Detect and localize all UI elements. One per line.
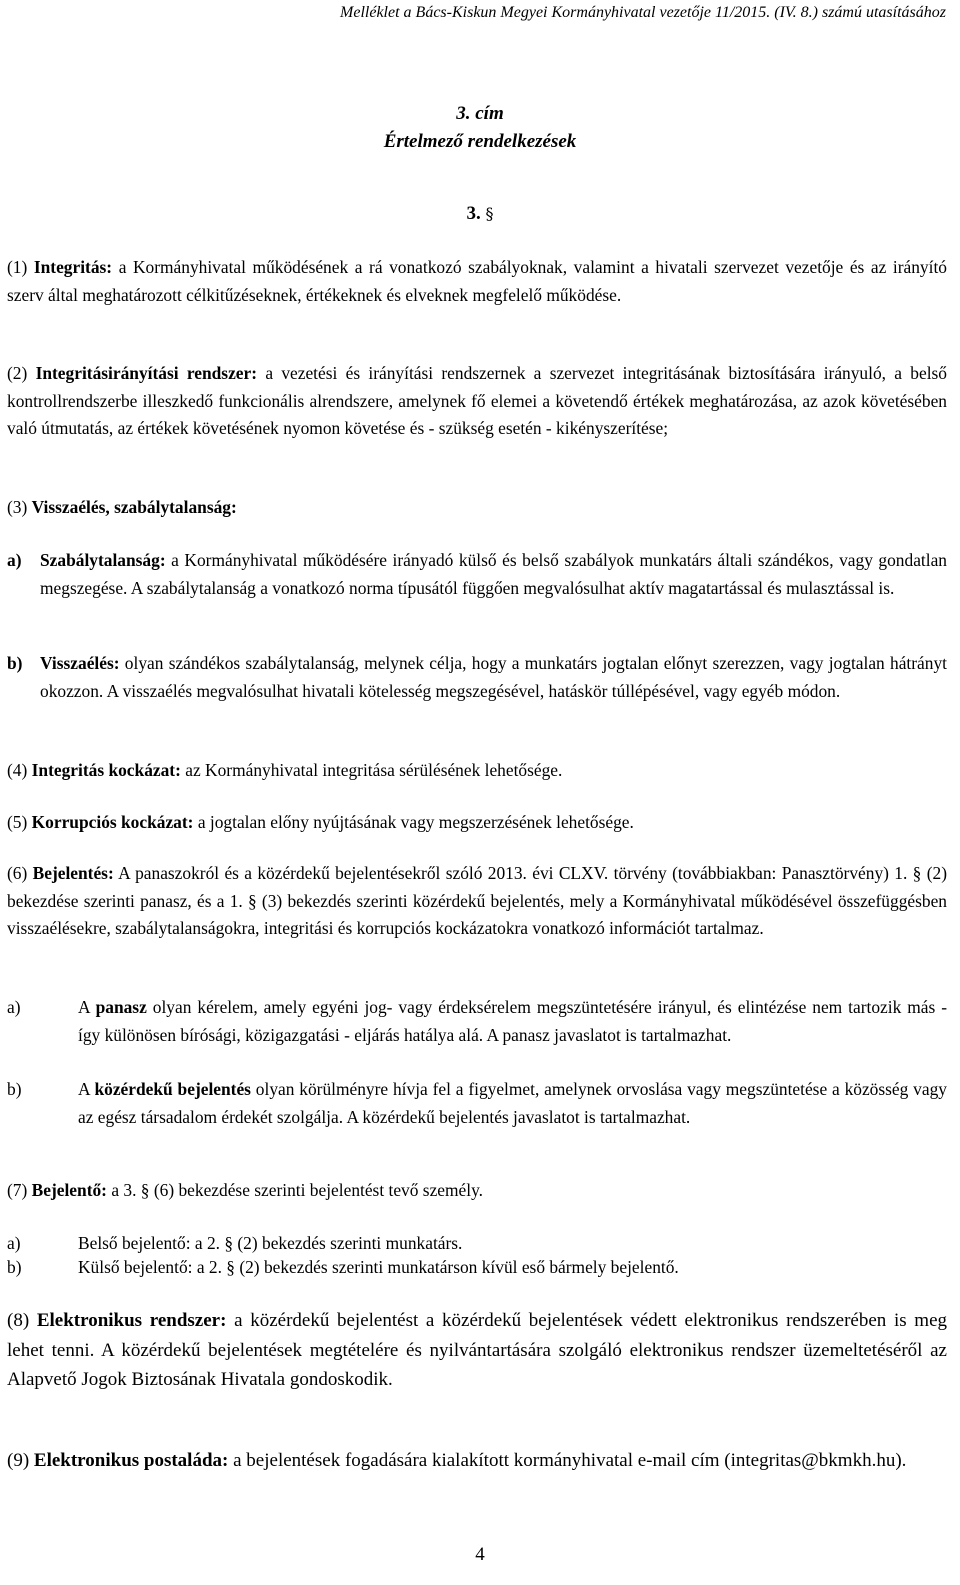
section-symbol: § <box>485 204 494 223</box>
paragraph-5: (5) Korrupciós kockázat: a jogtalan előny nyújtásának vagy megszerzésének lehetősége. <box>7 812 634 832</box>
term-korrupcios-kockazat: Korrupciós kockázat: <box>31 812 194 832</box>
term-integritas-kockazat: Integritás kockázat: <box>31 760 181 780</box>
paragraph-7b: b) Külső bejelentő: a 2. § (2) bekezdés szerinti munkatárson kívül eső bármely bejelentő. <box>7 1257 679 1277</box>
term-elektronikus-postalada: Elektronikus postaláda: <box>33 1450 229 1471</box>
term-bejelento: Bejelentő: <box>31 1180 107 1200</box>
section-heading <box>0 200 960 228</box>
paragraph-3: (3) Visszaélés, szabálytalanság: <box>7 497 237 517</box>
paragraph-7: (7) Bejelentő: a 3. § (6) bekezdése szerinti bejelentést tevő személy. <box>7 1180 483 1200</box>
paragraph-7a: a) Belső bejelentő: a 2. § (2) bekezdés szerinti munkatárs. <box>7 1233 463 1253</box>
term-integritas: Integritás: <box>33 257 113 277</box>
paragraph-1: (1) Integritás: a Kormányhivatal működésének a rá vonatkozó szabályoknak, valamint a hivatali szervezet vezetője és az irányító szerv által meghatározott célkitűzéseknek, értékeknek és elveknek megfelelő működése. <box>7 257 947 305</box>
term-visszaeles: Visszaélés: <box>40 653 120 673</box>
paragraph-8: (8) Elektronikus rendszer: a közérdekű bejelentést a közérdekű bejelentések védett elektronikus rendszerében is meg lehet tenni. A közérdekű bejelentések megtételére és nyilvántartására szolgáló elektronikus rendszer üzemeltetéséről az Alapvető Jogok Biztosának Hivatala gondoskodik. <box>7 1310 948 1390</box>
chapter-number: 3. cím <box>456 103 504 124</box>
chapter-name: Értelmező rendelkezések <box>383 131 577 152</box>
term-integritasiranyitasi: Integritásirányítási rendszer: <box>35 363 258 383</box>
paragraph-2: (2) Integritásirányítási rendszer: a vezetési és irányítási rendszernek a szervezet integritásának biztosítására irányuló, a belső kontrollrendszerbe illeszkedő funkcionális alrendszere, amelynek fő elemei a követendő értékek meghatározása, az azok követésében való útmutatás, az értékek követésének nyomon követése és - szükség esetén - kikényszerítése; <box>7 363 947 439</box>
page-header: Melléklet a Bács-Kiskun Megyei Kormányhivatal vezetője 11/2015. (IV. 8.) számú utasításához <box>340 4 946 21</box>
term-szabalytalansag: Szabálytalanság: <box>40 550 166 570</box>
chapter-title <box>0 100 960 156</box>
term-elektronikus-rendszer: Elektronikus rendszer: <box>36 1310 227 1331</box>
paragraph-9: (9) Elektronikus postaláda: a bejelentések fogadására kialakított kormányhivatal e-mail cím (integritas@bkmkh.hu). <box>7 1450 907 1471</box>
paragraph-4: (4) Integritás kockázat: az Kormányhivatal integritása sérülésének lehetősége. <box>7 760 563 780</box>
term-bejelentes: Bejelentés: <box>32 863 114 883</box>
term-kozerdeku-bejelentes: közérdekű bejelentés <box>94 1079 251 1099</box>
paragraph-6b: b) A közérdekű bejelentés olyan körülményre hívja fel a figyelmet, amelynek orvoslása vagy megszüntetése a közösség vagy az egész társadalom érdekét szolgálja. A közérdekű bejelentés javaslatot is tartalmazhat. <box>7 1079 947 1127</box>
page-number: 4 <box>475 1544 485 1565</box>
term-panasz: panasz <box>95 997 147 1017</box>
section-number: 3. <box>466 203 481 224</box>
term-visszaeles-szabalytalansag: Visszaélés, szabálytalanság: <box>31 497 237 517</box>
paragraph-3a: a) Szabálytalanság: a Kormányhivatal működésére irányadó külső és belső szabályok munkatárs általi szándékos, vagy gondatlan megszegése. A szabálytalanság a vonatkozó norma típusától függően megvalósulhat aktív magatartással és mulasztással is. <box>7 550 947 598</box>
paragraph-6a: a) A panasz olyan kérelem, amely egyéni jog- vagy érdeksérelem megszüntetésére irányul, és elintézése nem tartozik más - így különösen bírósági, közigazgatási - eljárás hatálya alá. A panasz javaslatot is tartalmazhat. <box>7 997 947 1045</box>
paragraph-3b: b) Visszaélés: olyan szándékos szabálytalanság, melynek célja, hogy a munkatárs jogtalan előnyt szerezzen, vagy jogtalan hátrányt okozzon. A visszaélés megvalósulhat hivatali kötelesség megszegésével, hatáskör túllépésével, vagy egyéb módon. <box>7 653 947 701</box>
paragraph-6: (6) Bejelentés: A panaszokról és a közérdekű bejelentésekről szóló 2013. évi CLXV. törvény (továbbiakban: Panasztörvény) 1. § (2) bekezdése szerinti panasz, és a 1. § (3) bekezdés szerinti közérdekű bejelentés, mely a Kormányhivatal működésével összefüggésben visszaélésekre, szabálytalanságokra, integritási és korrupciós kockázatokra vonatkozó információt tartalmaz. <box>7 863 947 939</box>
